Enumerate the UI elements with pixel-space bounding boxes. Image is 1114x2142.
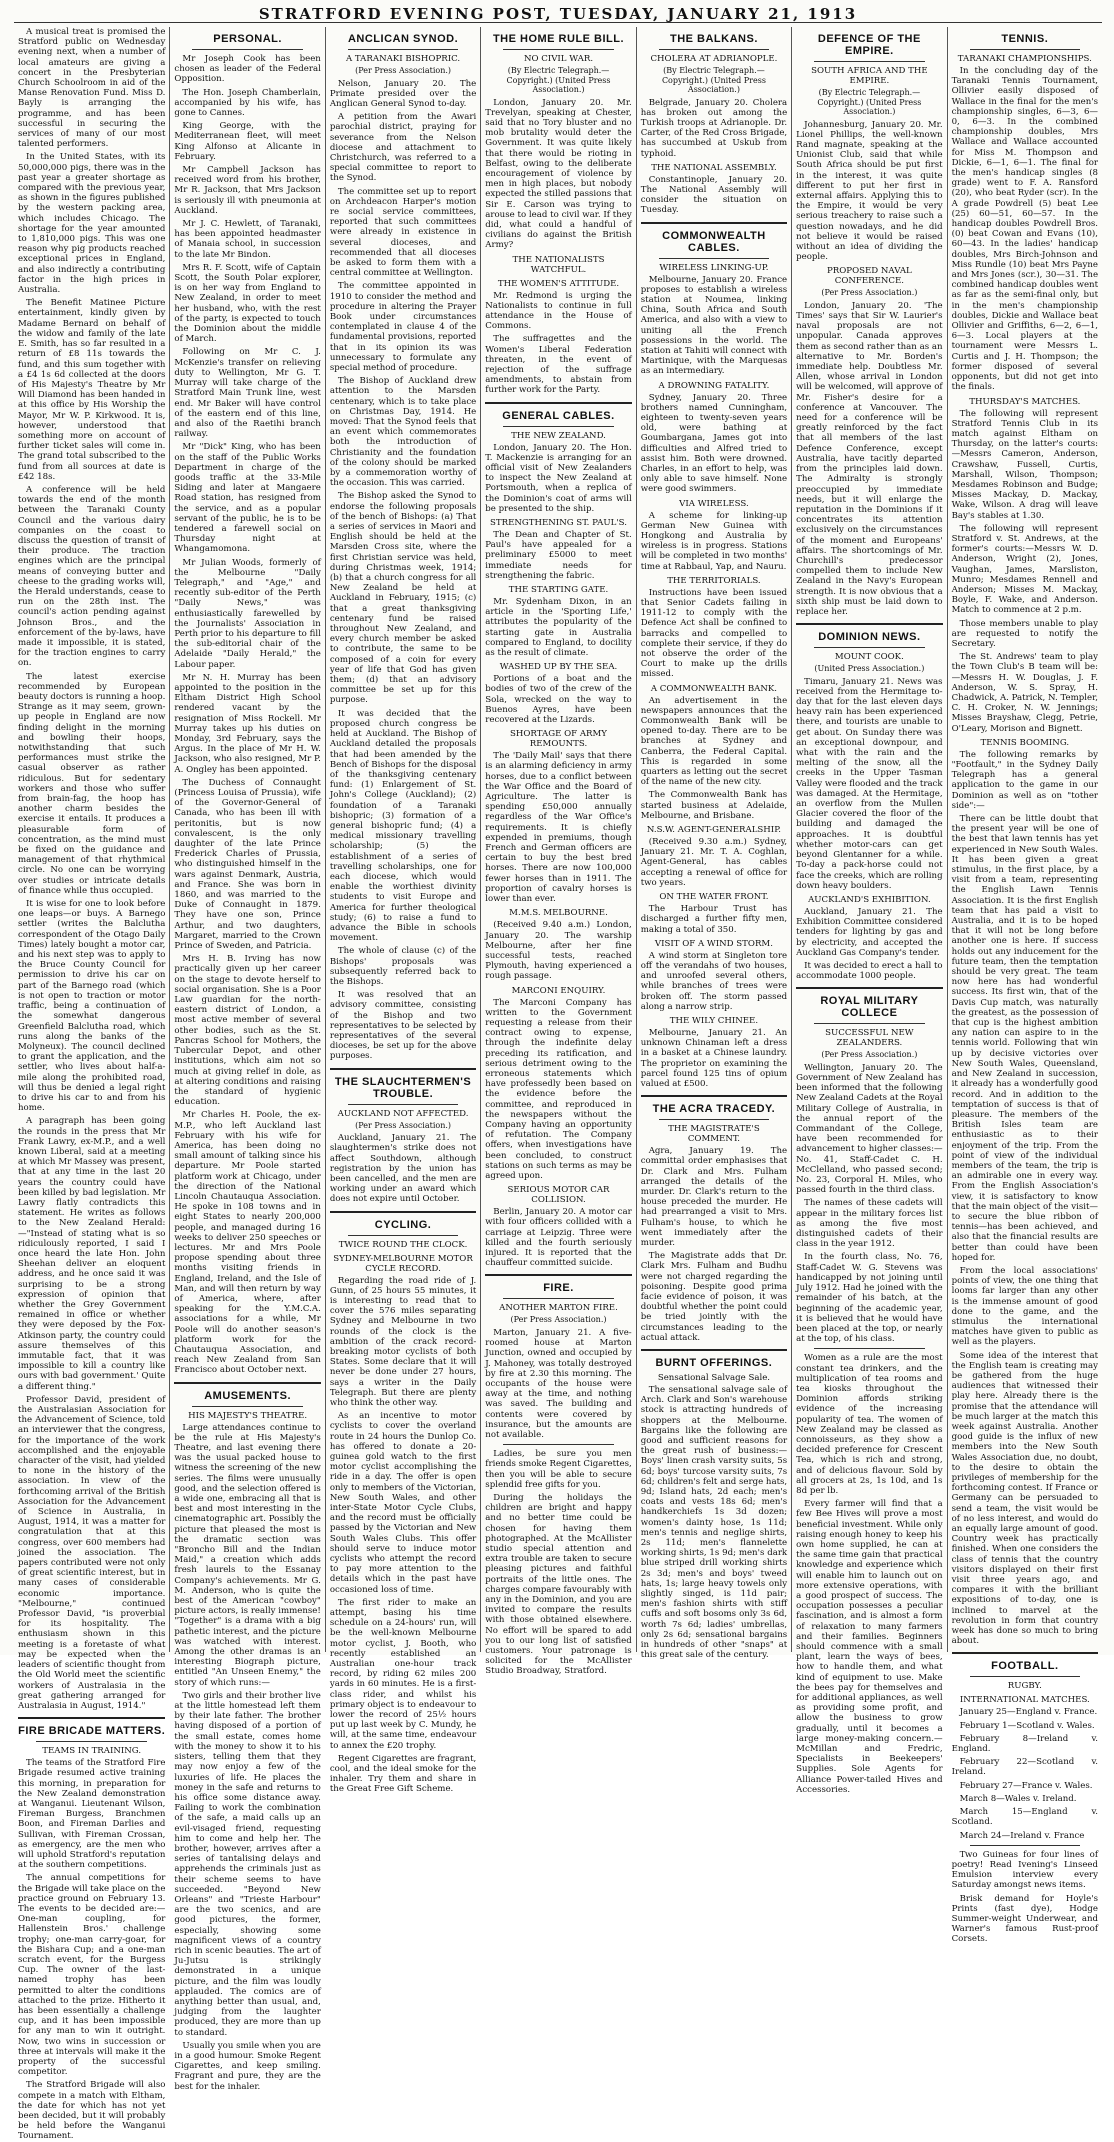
- article-paragraph: Regarding the road ride of J. Gunn, of 25 hours 55 minutes, it is interesting to read that to cover the 576 miles separating Sydney and Melbourne in two rounds of the clock is the ambition of the crack record-breaking motor cyclists of both States. Some declare that it will never be done under 27 hours, says a writer in the Daily Telegraph. But there are plenty who think the other way.: [329, 1275, 477, 1408]
- article-paragraph: London, January 20. The Hon. T. Mackenzie is arranging for an official visit of New Zealanders to inspect the New Zealand at Portsmouth, when a replica of the Dominion's coat of arms will be presented to the ship.: [485, 442, 632, 514]
- article-paragraph: Large attendances continue to be the rule at His Majesty's Theatre, and last evening there was the usual packed house to witness the screening of the new series. The films were unusually good, and the selection offered is a wide one, embracing all that is best and most interesting in the cinematographic art. Possibly the picture that pleased the most is the dramatic section was "Broncho Bill and the Indian Maid," a creation which adds fresh laurels to the Essanay Company's achievements. Mr G. M. Anderson, who is quite the best of the American "cowboy" picture actors, is really immense! "Together" is a drama with a big pathetic interest, and the picture was watched with interest. Among the other dramas is an interesting Biograph picture, entitled "An Unseen Enemy," the story of which runs:—: [174, 1422, 321, 1688]
- article-paragraph: During the holidays the children are bright and happy and no better time could be chosen for having them photographed. At the McAllister studio special attention and extra trouble are taken to secure pleasing pictures and faithful portraits of the little ones. The charges compare favourably with any in the Dominion, and you are invited to compare the results with those obtained elsewhere. No effort will be spared to add you to our long list of satisfied customers. Your patronage is solicited for the McAllister Studio Broadway, Stratford.: [485, 1492, 632, 1677]
- sub-heading: AUCKLAND'S EXHIBITION.: [808, 894, 931, 905]
- sub-heading: AUCKLAND NOT AFFECTED.: [337, 1108, 469, 1119]
- sub-heading: A DROWNING FATALITY.: [658, 380, 770, 391]
- article-paragraph: The whole of clause (c) of the Bishops' proposals was subsequently referred back to the Bishops.: [329, 946, 477, 987]
- article-paragraph: Mr "Dick" King, who has been on the staff of the Public Works Department in charge of the goods traffic at the 33-Mile Siding and later at Mangaere Road station, has resigned from the service, and as a popular servant of the public, he is to be tendered a farewell social on Thursday night at Whangamomona.: [174, 442, 321, 555]
- sub-heading: MOUNT COOK.: [834, 652, 904, 663]
- article-paragraph: It was decided that the proposed church congress be held at Auckland. The Bishop of Auckland detailed the proposals that had been amended by the Bench of Bishops for the disposal of the thanksgiving centenary fund: (1) Enlargement of St. John's College (Auckland); (2) foundation of a Taranaki bishopric; (3) formation of a general bishopric fund; (4) a medical missionary travelling scholarship; (5) the establishment of a series of travelling scholarships, one for each diocese, which would enable the worthiest divinity students to visit Europe and America for further theological study; (6) to raise a fund to advance the Bible in schools movement.: [329, 708, 477, 944]
- column-7: [947, 27, 1102, 1945]
- fixture-line: February 27—France v. Wales.: [959, 1780, 1093, 1791]
- article-paragraph: The Dean and Chapter of St. Paul's have appealed for a preliminary £5000 to meet immediate needs for strengthening the fabric.: [485, 530, 632, 581]
- sub-heading: PROPOSED NAVAL CONFERENCE.: [827, 266, 912, 287]
- fixture-line: March 15—England v. Scotland.: [951, 1807, 1099, 1828]
- article-paragraph: The latest exercise recommended by European beauty doctors is running a hoop. Strange as it may seem, grown-up people in England are now finding delight in the morning and bowling their hoops, notwithstanding that such performances must strike the casual observer as rather ridiculous. But for sedentary workers and those who suffer from brain-fag, the hoop has another charm besides the exercise it entails. It produces a pleasurable form of concentration, as the mind must be fixed on the guidance and management of that rhythmical circle. No one can be worrying over studies or intricate details of finance while thus occupied.: [18, 671, 166, 896]
- article-paragraph: The committee set up to report on Archdeacon Harper's motion re social service committees, reported that such committees were already in existence in several dioceses, and recommended that all dioceses be asked to form them with a central committee at Wellington.: [329, 186, 477, 279]
- source-line: (Per Press Association.): [821, 1050, 918, 1060]
- sub-heading: SHORTAGE OF ARMY REMOUNTS.: [510, 729, 607, 750]
- sub-heading: WIRELESS LINKING-UP.: [659, 262, 769, 273]
- sub-heading: SERIOUS MOTOR CAR COLLISION.: [507, 1185, 610, 1206]
- article-paragraph: Women as a rule are the most constant tea drinkers, and the multiplication of tea rooms and tea kiosks throughout the Dominion affords striking evidence of the increasing popularity of tea. The women of New Zealand may be classed as connoisseurs, as they show a decided preference for Crescent Tea, which is rich and strong, and of delicious flavour. Sold by all grocers at 2s, 1s 10d, and 1s 8d per lb.: [796, 1353, 943, 1496]
- columns: [14, 27, 1102, 2142]
- divider: [485, 1274, 631, 1276]
- fixture-line: February 22—Scotland v. Ireland.: [951, 1757, 1099, 1778]
- sub-heading: INTERNATIONAL MATCHES.: [959, 1695, 1090, 1706]
- sub-heading: N.S.W. AGENT-GENERALSHIP.: [646, 825, 781, 836]
- source-line: (Per Press Association.): [821, 288, 918, 298]
- divider: [174, 1382, 320, 1384]
- section-heading: FIRE.: [543, 1282, 574, 1295]
- sub-heading: TEAMS IN TRAINING.: [42, 1746, 142, 1757]
- article-paragraph: The committee appointed in 1910 to consider the method and procedure in altering the Prayer Book under circumstances contemplated in clause 4 of the fundamental provisions, reported that in its opinion its was unnecessary to formulate any special method of procedure.: [329, 281, 477, 373]
- article-paragraph: Constantinople, January 20. The National Assembly will consider the situation on Tuesday.: [640, 174, 788, 216]
- article-paragraph: Usually you smile when you are in a good humour. Smoke Regent Cigarettes, and keep smiling. Fragrant and pure, they are the best for the inhaler.: [174, 2040, 321, 2092]
- article-paragraph: The annual competitions for the Brigade will take place on the practice ground on February 13. The events to be decided are:— One-man coupling, for Hallenstein Bros.' challenge trophy; one-man carry-goar, for the Bishara Cup; and a one-man scratch event, for the Burgess Cup. The owner of the last-named trophy has been permitted to alter the conditions attached to the prize. Hitherto it has been essentially a challenge cup, and it has been impossible for any man to win it outright. Now, two wins in succession or three at intervals will make it the property of the successful competitor.: [18, 1873, 166, 2078]
- article-paragraph: The Hon. Joseph Chamberlain, accompanied by his wife, has gone to Cannes.: [174, 87, 321, 119]
- section-heading: THE HOME RULE BILL.: [492, 33, 625, 45]
- article-paragraph: The Bishop of Auckland drew attention to the Marsden centenary, which is to take place on Christmas Day, 1914. He moved: That the Synod feels that an event which commemorates both the introduction of Christianity and the foundation of the colony should be marked by a commemoration worthy of the occasion. This was carried.: [329, 376, 477, 489]
- source-line: (By Electric Telegraph.—Copyright.) (United Press Association.): [817, 88, 922, 116]
- divider: [192, 49, 302, 50]
- article-paragraph: The following will represent Stratford v. St. Andrews, at the former's courts:—Messrs W. D. Anderson, Wright (2), Jones, Vaughan, James, Marsliston, Munro; Mesdames Rennell and Anderson; Misses M. Mackay, Boyle, F. Wake, and Anderson. Match to commence at 2 p.m.: [951, 523, 1099, 616]
- article-paragraph: Mr Campbell Jackson has received word from his brother, Mr R. Jackson, that Mrs Jackson is seriously ill with pneumonia at Auckland.: [174, 165, 321, 216]
- article-paragraph: Mr N. H. Murray has been appointed to the position in the Eltham District High School rendered vacant by the resignation of Miss Rockell. Mr Murray takes up his duties on Monday, 3rd February, says the Argus. In the place of Mr H. W. Jackson, who also resigned, Mr P. A. Ongley has been appointed.: [174, 672, 321, 775]
- article-paragraph: Mrs R. F. Scott, wife of Captain Scott, the South Polar explorer, is on her way from England to New Zealand, in order to meet her husband, who, with the rest of the party, is expected to touch the Dominion about the middle of March.: [174, 262, 321, 345]
- section-heading: TENNIS.: [1001, 33, 1049, 45]
- section-heading: THE ACRA TRACEDY.: [652, 1103, 776, 1116]
- article-paragraph: The 'Daily Mail' says that there is an alarming deficiency in army horses, due to a conflict between the War Office and the Board of Agriculture. The latter is spending £50,000 annually regardless of the War Office's requirements. It is chiefly expended in premiums, though French and German officers are certain to buy the best bred horses. There are now 100,000 fewer horses than in 1911. The proportion of cavalry horses is lower than ever.: [485, 751, 632, 905]
- sub-heading: VIA WIRELESS.: [679, 498, 749, 509]
- sub-heading: MARCONI ENQUIRY.: [511, 985, 606, 996]
- article-paragraph: Agra, January 19. The committal order emphasises that Dr. Clark and Mrs. Fulham arranged the details of the murder. Dr. Clark's return to the house preceded the murder. He had prearranged a visit to Mrs. Fulham's house, to which he went immediately after the murder.: [640, 1146, 788, 1248]
- divider: [503, 426, 613, 427]
- article-paragraph: Wellington, January 20. The Government of New Zealand has been informed that the following New Zealand Cadets at the Royal Military College of Australia, in the annual report of the Commandant of the College, have been recommended for advancement to higher classes:—No. 41, Staff-Cadet C. H. McClelland, who passed second; No. 23, Corporal H. Miles, who passed fourth in the third class.: [796, 1062, 943, 1196]
- sub-heading: SUCCESSFUL NEW ZEALANDERS.: [825, 1028, 914, 1049]
- divider: [970, 1845, 1080, 1846]
- article-paragraph: Mr. Redmond is urging the Nationalists to continue in full attendance in the House of Commons.: [485, 290, 632, 332]
- article-paragraph: It is wise for one to look before one leaps—or buys. A Barnego settler (writes the Balclutha correspondent of the Otago Daily Times) lately bought a motor car, and his next step was to apply to the Bruce County Council for permission to drive his car on part of the Barnego road (which is not open to traction or motor traffic, being a continuation of the somewhat dangerous Greenfield Balclutha road, which runs along the banks of the Molyneux). The council declined to grant the application, and the settler, who lives about half-a-mile along the prohibited road, will thus be denied a legal right to drive his car to and from his home.: [18, 899, 166, 1114]
- sub-heading: WASHED UP BY THE SEA.: [499, 662, 618, 673]
- section-heading: BURNT OFFERINGS.: [655, 1357, 773, 1369]
- article-paragraph: Berlin, January 20. A motor car with four officers collided with a carriage at Leipzig. Three were killed and the fourth seriously injured. It is reported that the chauffeur committed suicide.: [485, 1207, 632, 1269]
- section-heading: AMUSEMENTS.: [204, 1389, 292, 1402]
- article-paragraph: The Stratford Brigade will also compete in a match with Eltham, the date for which has not yet been decided, but it will probably be held before the Wanganui Tournament.: [18, 2080, 166, 2142]
- article-paragraph: Timaru, January 21. News was received from the Hermitage to-day that for the last eleven days heavy rain has been experienced there, and tourists are unable to get about. On Sunday there was an exceptional downpour, and what with the rain and the melting of the snow, all the creeks in the Upper Tasman Valley were flooded and the track was damaged. At the Hermitage, an overflow from the Mullen Glacier covered the floor of the building and damaged the approaches. It is doubtful whether motor-cars can get beyond Glentanner for a while. To-day a pack-horse could not face the creeks, which are rolling down heavy boulders.: [796, 676, 943, 891]
- divider: [330, 1068, 476, 1070]
- section-heading: COMMONWEALTH CABLES.: [662, 229, 766, 254]
- divider: [36, 1741, 147, 1742]
- divider: [348, 49, 458, 50]
- article-paragraph: London, January 20. Mr. Trevelyan, speaking at Chester, said that no Tory bluster and no mob brutality would deter the Government. It was quite likely that there would be rioting in Belfast, owing to the deliberate encouragement of violence by men in high places, but nobody expected the stilled passions that Sir E. Carson was trying to arouse to lead to civil war. If they did, what could a handful of civilians do against the British Army?: [485, 97, 632, 251]
- column-1: [14, 27, 169, 2142]
- article-paragraph: King George, with the Mediterranean fleet, will meet King Alfonso at Alicante in February.: [174, 121, 321, 162]
- article-paragraph: The Marconi Company has written to the Government requesting a release from their contract owing to expense, through the indefinite delay preceding its ratification, and serious detriment owing to the erroneous statements which have professedly been based on the evidence before the committee, and reproduced in the newspapers without the Company having an opportunity of refutation. The Company offers, when investigations have been concluded, to construct stations on such terms as may be agreed upon.: [485, 997, 632, 1181]
- article-paragraph: Portions of a boat and the bodies of two of the crew of the Sola, wrecked on the way to Buenos Ayres, have been recovered at the Lizards.: [485, 674, 632, 726]
- divider: [503, 1444, 613, 1445]
- divider: [796, 987, 942, 989]
- column-2: [169, 27, 324, 2092]
- article-paragraph: Some idea of the interest that the English team is creating may be gathered from the huge audiences that witnessed their play here. Already there is the promise that the attendance will be much larger at the match this week against Australia. Another good guide is the influx of new members into the New South Wales Association due, no doubt, to the desire to obtain the privileges of membership for the forthcoming contest. If France or Germany can be persuaded to send a team, the visit would be of no less interest, and would do an equally large amount of good. Country week has practically finished. When one considers the class of tennis that the country visitors displayed on their first visit three years ago, and compares it with the brilliant expositions of to-day, one is inclined to marvel at the revolution in form that country week has done so much to bring about.: [951, 1350, 1099, 1647]
- article-paragraph: The Commonwealth Bank has started business at Adelaide, Melbourne, and Brisbane.: [640, 790, 788, 821]
- divider: [970, 49, 1080, 50]
- sub-heading: THE NATIONALISTS WATCHFUL.: [512, 254, 605, 275]
- sub-heading: THE MAGISTRATE'S COMMENT.: [668, 1124, 760, 1145]
- column-5: [636, 27, 791, 1661]
- article-paragraph: From the local associations' points of view, the one thing that looms far larger than any other is the immense amount of good done to the game, and the stimulus the international matches have given to public as well as the players.: [951, 1265, 1099, 1348]
- article-paragraph: Auckland, January 21. The slaughtermen's strike does not affect Southdown, although registration by the union has been cancelled, and the men are working under an award which does not expire until October.: [329, 1133, 477, 1205]
- article-paragraph: Every farmer will find that a few Bee Hives will prove a most beneficial investment. While only raising enough honey to keep his own home supplied, he can at the same time gain that practical knowledge and experience which will enable him to launch out on more extensive operations, with a good prospect of success. The occupation possesses a peculiar fascination, and is almost a form of relaxation to many farmers and their families. Beginners should commence with a small plant, learn the ways of bees, how to handle them, and what kind of equipment to use. Make the bees pay for themselves and for additional appliances, as well as providing some profit, and allow the business to grow gradually, until it becomes a large money-making concern.—McMillan and Fredric, Specialists in Beekeepers' Supplies. Sole Agents for Alliance Power-tailed Hives and Accessories.: [796, 1499, 943, 1795]
- article-paragraph: Instructions have been issued that Senior Cadets failing in 1911-12 to comply with the Defence Act shall be confined to barracks and compelled to complete their service, if they do not observe the order of the Court to make up the drills missed.: [640, 587, 788, 680]
- article-paragraph: Marton, January 21. A five-roomed house at Marton Junction, owned and occupied by J. Mahoney, was totally destroyed by fire at 2.30 this morning. The occupants of the house were away at the time, and nothing was saved. The building and contents were covered by insurance, but the amounts are not available.: [485, 1327, 632, 1440]
- article-paragraph: Two Guineas for four lines of poetry! Read Ivening's Linseed Emulsion interview every Saturday amongst news items.: [951, 1849, 1099, 1891]
- section-heading: THE SLAUCHTERMEN'S TROUBLE.: [334, 1075, 472, 1100]
- divider: [348, 1235, 458, 1236]
- section-heading: CYCLING.: [374, 1218, 432, 1231]
- source-line: (Per Press Association.): [510, 1315, 607, 1325]
- article-paragraph: The first rider to make an attempt, basing his time schedule on a 24-hours' run, will be the well-known Melbourne motor cyclist, J. Booth, who recently established an Australian one-hour track record, by riding 62 miles 200 yards in 60 minutes. He is a first-class rider, and whilst his primary object is to endeavour to lower the record of 25½ hours put up last week by C. Mundy, he will, at the same time, endeavour to annex the £20 trophy.: [329, 1597, 477, 1751]
- article-paragraph: In the fourth class, No. 76, Staff-Cadet W. G. Stevens was handicapped by not joining until July 1912. Had he joined with the remainder of his batch, at the beginning of the academic year, it is believed that he would have been placed at the top, or nearly at the top, of his class.: [796, 1252, 943, 1345]
- fixture-line: February 1—Scotland v. Wales.: [959, 1720, 1095, 1731]
- article-paragraph: In the United States, with its 50,000,000 pigs, there was in the past year a greater shortage as compared with the previous year, as shown in the figures published by the western packing area, which includes Chicago. The shortage for the year amounted to 1,810,000 pigs. This was one reason why pig products reached exceptional prices in England, and also indirectly a contributing factor in the high prices in Australia.: [18, 152, 166, 296]
- article-paragraph: Two girls and their brother live at the little homestead left them by their late father. The brother having disposed of a portion of the small estate, comes home with the money to show it to his sisters, telling them that they may now enjoy a few of the luxuries of life. He places the money in the safe and returns to his office some distance away. Failing to work the combination of the safe, a maid calls up an evil-visaged friend, requesting him to come and help her. The brother, however, arrives after a series of tantalising delays and apprehends the criminals just as their scheme seems to have succeeded. "Beyond New Orleans" and "Trieste Harbour" are the two scenics, and are good pictures, the former, especially, showing some magnificent views of a country rich in scenic beauties. The art of Ju-Jutsu is strikingly demonstrated in a unique picture, and the film was loudly applauded. The comics are of anything better than usual, and, judging from the laughter produced, they are more than up to standard.: [174, 1690, 321, 2038]
- fixture-line: January 25—England v. France.: [959, 1707, 1098, 1718]
- divider: [659, 1119, 769, 1120]
- sub-heading: Sensational Salvage Sale.: [657, 1373, 771, 1383]
- sub-heading: NO CIVIL WAR.: [523, 54, 594, 64]
- article-paragraph: Mr. Sydenham Dixon, in an article in the 'Sporting Life,' attributes the popularity of the starting gate in Australia compared to England, to docility as the result of climate.: [485, 597, 632, 659]
- divider: [796, 623, 942, 625]
- article-paragraph: Sydney, January 20. Three brothers named Cunningham, eighteen to twenty-seven years old, were bathing at Goumbargana, James got into difficulties and Alfred tried to assist him. Both were drowned. Charles, in an effort to help, was only able to save himself. None were good swimmers.: [640, 392, 788, 495]
- article-paragraph: Brisk demand for Hoyle's Prints (fast dye), Hodge Summer-weight Underwear, and Warner's famous Rust-proof Corsets.: [951, 1893, 1099, 1945]
- sub-heading: THURSDAY'S MATCHES.: [969, 396, 1081, 407]
- article-paragraph: The names of these cadets will appear in the military forces list as among the five most distinguished cadets of their class in the year 1912.: [796, 1198, 943, 1250]
- sub-heading: SYDNEY-MELBOURNE MOTOR CYCLE RECORD.: [333, 1253, 473, 1274]
- article-paragraph: A wind storm at Singleton tore off the verandahs of two houses, and unroofed several others, while branches of trees were broken off. The storm passed along a narrow strip.: [640, 950, 788, 1012]
- divider: [503, 49, 613, 50]
- article-paragraph: The following remarks by "Footfault," in the Sydney Daily Telegraph has a general application to the game in our Dominion as well as on "tother side":—: [951, 749, 1099, 811]
- sub-heading: M.M.S. MELBOURNE.: [509, 908, 608, 919]
- column-6: [791, 27, 946, 1795]
- article-paragraph: Mr Julian Woods, formerly of the Melbourne "Daily Telegraph," and "Age," and recently sub-editor of the Perth "Daily News," was enthusiastically farewelled by the Journalists' Association in Perth prior to his departure to fill the sub-editorial chair of the Adelaide "Daily Herald," the Labour paper.: [174, 557, 321, 670]
- sub-heading: CHOLERA AT ADRIANOPLE.: [650, 54, 778, 64]
- article-paragraph: Mr J. C. Hewlett, of Taranaki, has been appointed headmaster of Manaia school, in succession to the late Mr Bindon.: [174, 219, 321, 260]
- section-heading: DEFENCE OF THE EMPIRE.: [817, 33, 921, 57]
- divider: [659, 49, 769, 50]
- article-paragraph: A conference will be held towards the end of the month between the Taranaki County Council and the various dairy companies on the coast to discuss the question of transit of their produce. The traction engines which are the principal means of conveying butter and cheese to the grading works will, the Herald understands, cease to run on the 28th inst. The council's action pending against Johnson Bros., and the enforcement of the by-laws, have made it impossible, it is stated, for the traction engines to carry on.: [18, 484, 166, 669]
- sub-heading: A TARANAKI BISHOPRIC.: [345, 54, 461, 64]
- section-heading: PERSONAL.: [213, 33, 282, 45]
- divider: [659, 258, 769, 259]
- divider: [814, 647, 924, 648]
- article-paragraph: The suffragettes and the Women's Liberal Federation threaten, in the event of rejection of the suffrage amendments, to abstain from further work for the Party.: [485, 334, 632, 396]
- section-heading: DOMINION NEWS.: [818, 631, 921, 644]
- source-line: (United Press Association.): [814, 664, 925, 674]
- article-paragraph: The Harbour Trust has discharged a further fifty men, making a total of 350.: [640, 904, 788, 935]
- divider: [503, 1298, 613, 1299]
- article-paragraph: The Bishop asked the Synod to endorse the following proposals of the bench of Bishops: (a) That a series of services in Maori and English should be held at the Marsden Cross site, where the first Christian service was held, during Christmas week, 1914; (b) that a church congress for all New Zealand be held at Auckland in February, 1915; (c) that a great thanksgiving centenary fund be raised throughout New Zealand, and every church member be asked to contribute, the same to be composed of a coin for every year of life that God has given them; (d) that an advisory committee be set up for this purpose.: [329, 491, 477, 706]
- divider: [18, 1717, 165, 1719]
- sub-heading: THE NEW ZEALAND.: [511, 430, 606, 441]
- sub-heading: A COMMONWEALTH BANK.: [650, 683, 778, 694]
- article-paragraph: Ladies, be sure you men friends smoke Regent Cigarettes, then you will be able to secure splendid free gifts for you.: [485, 1449, 632, 1490]
- sub-heading: TENNIS BOOMING.: [980, 737, 1070, 748]
- sub-heading: HIS MAJESTY'S THEATRE.: [188, 1410, 308, 1421]
- article-paragraph: The Duchess of Connaught (Princess Louisa of Prussia), wife of the Governor-General of Canada, who has been ill with peritonitis, but is now convalescent, is the only daughter of the late Prince Frederick Charles of Prussia, who distinguished himself in the wars against Denmark, Austria, and France. She was born in 1860, and was married to the Duke of Connaught in 1879. They have one son, Prince Arthur, and two daughters, Margaret, married to the Crown Prince of Sweden, and Patricia.: [174, 777, 321, 952]
- column-3: [325, 27, 480, 1795]
- article-paragraph: Johannesburg, January 20. Mr. Lionel Phillips, the well-known Rand magnate, speaking at the Unionist Club, said that while South Africa should be put first in the interest, it was quite different to put her first in external affairs. Applying this to the Empire, it would be very serious treachery to raise such a question nowadays, and he did not believe it would be raised without an idea of dividing the people.: [796, 119, 943, 263]
- sub-heading: TARANAKI CHAMPIONSHIPS.: [957, 54, 1092, 64]
- source-line: (By Electric Telegraph.—Copyright.) (United Press Association.): [661, 66, 766, 94]
- article-paragraph: The St. Andrews' team to play the Town Club's B team will be:—Messrs H. W. Douglas, J. F. Anderson, W. S. Spray, H. Chadwick, A. Patrick, N. Templer, C. H. Croker, N. W. Jennings; Misses Brayshaw, Clegg, Petrie, O'Leary, Morison and Bignett.: [951, 652, 1099, 734]
- article-paragraph: The Benefit Matinee Picture entertainment, kindly given by Madame Bernard on behalf of the widow and family of the late E. Smith, has so far resulted in a return of £8 11s towards the fund, and this sum together with a £4 1s 6d collected at the doors of His Majesty's Theatre by Mr Will Diamond has been handed in at this office by His Worship the Mayor, Mr W. P. Kirkwood. It is, however, understood that something more on account of further ticket sales will come in. The grand total subscribed to the fund from all sources at date is £42 18s.: [18, 298, 166, 482]
- divider: [348, 1104, 458, 1105]
- source-line: (Per Press Association.): [355, 1120, 452, 1130]
- article-paragraph: Professor David, president of the Australasian Association for the Advancement of Science, told an interviewer that the congress, for the importance of the work accomplished and the enjoyable character of the visit, had yielded to none in the history of the association. In view of the forthcoming arrival of the British Association for the Advancement of Science in Australia, in August, 1914, it was a matter for congratulation that at this congress, over 600 members had joined the association. The papers contributed were not only of great scientific interest, but in many cases of considerable economic importance. "Melbourne," continued Professor David, "is proverbial for its hospitality. The enthusiasm shown in this meeting is a foretaste of what may be expected when the leaders of scientific thought from the Old World meet the scientific workers of Australasia in the great gathering arranged for Australasia in August, 1914.": [18, 1394, 166, 1711]
- sub-heading: TWICE ROUND THE CLOCK.: [338, 1239, 468, 1250]
- article-paragraph: The following will represent Stratford Tennis Club in its match against Eltham on Thursday, on the latter's courts:—Messrs Cameron, Anderson, Crawshaw, Fussell, Curtis, Marshall, Wilson, Thompson; Mesdames Robinson and Budge; Misses Mackay, D. Mackay, Wake, Wilson. A drag will leave Bay's stables at 1.30.: [951, 408, 1099, 521]
- article-paragraph: Nelson, January 20. The Primate presided over the Anglican General Synod to-day.: [329, 78, 477, 109]
- article-paragraph: A musical treat is promised the Stratford public on Wednesday evening next, when a number of local amateurs are giving a concert in the Presbyterian Church Schoolroom in aid of the Manse Renovation Fund. Miss D. Bayly is arranging the programme, and has been successful in securing the services of many of our most talented performers.: [18, 27, 166, 150]
- article-paragraph: (Received 9.40 a.m.) London, January 20. The warship Melbourne, after her fine successful tests, reached Plymouth, having experienced a rough passage.: [485, 920, 632, 982]
- sub-heading: THE WILY CHINEE.: [669, 1015, 759, 1026]
- section-heading: GENERAL CABLES.: [502, 409, 615, 422]
- sub-heading: SOUTH AFRICA AND THE EMPIRE.: [811, 66, 928, 86]
- article-paragraph: Mrs H. B. Irving has now practically given up her career on the stage to devote herself to social organisation. She is a Poor Law guardian for the north-eastern district of London, a most active member of several other bodies, such as the St. Pancras School for Mothers, the Tubercular Depot, and other institutions, which aim not so much at giving relief in dole, as at altering conditions and raising the standard of hygienic education.: [174, 954, 321, 1108]
- divider: [641, 1349, 787, 1351]
- article-paragraph: The teams of the Stratford Fire Brigade resumed active training this morning, in preparation for the New Zealand demonstration at Wanganui. Lieutenant Wilson, Fireman Burgess, Branchmen Boon, and Fireman Darlies and Sullivan, with Fireman Crossan, as emergency, are the men who will uphold Stratford's reputation at the southern competitions.: [18, 1758, 166, 1871]
- fixture-line: March 24—Ireland v. France: [959, 1830, 1085, 1841]
- source-line: (Per Press Association.): [355, 66, 452, 75]
- fixture-line: March 8—Wales v. Ireland.: [959, 1793, 1077, 1804]
- section-heading: THE BALKANS.: [669, 33, 758, 45]
- article-paragraph: Melbourne, January 21. An unknown Chinaman left a dress in a basket at a Chinese laundry. The proprietor on examining the parcel found 125 tins of opium valued at £500.: [640, 1027, 788, 1089]
- article-paragraph: In the concluding day of the Taranaki Tennis Tournament, Ollivier easily disposed of Wallace in the final for the men's championship singles, 6—3, 6—0, 6—3. In the combined championship doubles, Mrs Wallace and Wallace accounted for Miss M. Thompson and Dickie, 6—1, 6—1. The final for the men's handicap singles (8 grade) went to F. A. Ransford (20), who beat Ryder (scr). In the A grade Powdrell (5) beat Lee (25) 60—51, 60—57. In the handicap doubles Powdrell Bros. (0) beat Cowan and Evans (10), 60—43. In the ladies' handicap doubles, Mrs Birch-Johnson and Miss Rundle (10) beat Mrs Payne and Mrs Jones (scr.), 30—31. The combined handicap doubles went as far as the semi-final only, but in the men's championship doubles, Dickie and Wallace beat Ollivier and Griffiths, 6—2, 6—1, 6—3. Local players at the tournament were Messrs L. Curtis and J. H. Thompson; the former disposed of several opponents, but did not get into the finals.: [951, 66, 1099, 393]
- sub-heading: STRENGTHENING ST. PAUL'S.: [490, 518, 627, 528]
- article-paragraph: As an incentive to motor cyclists to cover the overland route in 24 hours the Dunlop Co. has offered to donate a 20-guinea gold watch to the first motor cyclist accomplishing the ride in a day. The offer is open only to members of the Victorian, New South Wales, and other inter-State Motor Cycle Clubs, and the record must be officially passed by the Victorian and New South Wales Clubs. This offer should serve to induce motor cyclists who attempt the record to pay more attention to the details which in the past have occasioned loss of time.: [329, 1411, 477, 1595]
- article-paragraph: The Magistrate adds that Dr. Clark Mrs. Fulham and Budhu were not charged regarding the poisoning. Despite good prima facie evidence of poison, it was doubtful whether the point could be tried jointly with the circumstances leading to the actual attack.: [640, 1251, 788, 1343]
- divider: [641, 222, 787, 224]
- masthead: STRATFORD EVENING POST, TUESDAY, JANUARY 21, 1913: [14, 6, 1102, 23]
- divider: [192, 1406, 302, 1407]
- sub-heading: ANOTHER MARTON FIRE.: [499, 1303, 618, 1314]
- source-line: (By Electric Telegraph.—Copyright.) (United Press Association.): [506, 66, 611, 94]
- article-paragraph: (Received 9.30 a.m.) Sydney, January 21. Mr. T. A. Coghlan, Agent-General, has cables accepting a renewal of office for two years.: [640, 837, 788, 888]
- divider: [485, 402, 631, 404]
- article-paragraph: Regent Cigarettes are fragrant, cool, and the ideal smoke for the inhaler. Try them and share in the Great Free Gift Scheme.: [329, 1753, 477, 1795]
- article-paragraph: A scheme for linking-up German New Guinea with Hongkong and Australia by wireless is in progress. Stations will be completed in two months' time at Rabbaul, Yap, and Nauru.: [640, 510, 788, 572]
- article-paragraph: A petition from the Awari parochial district, praying for severance from the Nelson diocese and attachment to Christchurch, was referred to a special committee to report to the Synod.: [329, 112, 477, 184]
- article-paragraph: Auckland, January 21. The Exhibition Committee considered tenders for lighting by gas and by electricity, and accepted the Auckland Gas Company's tender.: [796, 906, 943, 958]
- divider: [814, 1023, 924, 1024]
- sub-heading: THE TERRITORIALS.: [667, 575, 761, 586]
- divider: [952, 1652, 1098, 1654]
- article-paragraph: Mr Joseph Cook has been chosen as leader of the Federal Opposition.: [174, 54, 321, 85]
- divider: [330, 1211, 476, 1213]
- article-paragraph: London, January 20. 'The Times' says that Sir W. Laurier's naval proposals are not unpopular. Canada approves them as second rather than as an alternative to Mr. Borden's immediate help. Doubtless Mr. Allen, whose arrival in London will be welcomed, will approve of Mr. Fisher's desire for a conference at Vancouver. The need for a conference will be greatly reinforced by the fact that all members of the last Defence Conference, except Australia, have tacitly departed from the principles laid down. The Admiralty is strongly preoccupied by immediate needs, but it will enlarge the reputation in the Dominions if it concentrates its attention exclusively on the circumstances of the moment and Europeans' affairs. The shortcomings of Mr. Churchill's predecessor compelled them to include New Zealand in the Navy's European strength. It is now obvious that a sixth ship must be laid down to replace her.: [796, 300, 943, 617]
- divider: [970, 1676, 1080, 1677]
- divider: [814, 61, 924, 62]
- article-paragraph: It was resolved that an advisory committee, consisting of the Bishop and two representatives to be selected by representatives of the several dioceses, be set up for the above purposes.: [329, 990, 477, 1062]
- sub-heading: THE WOMEN'S ATTITUDE.: [497, 278, 620, 289]
- article-paragraph: Melbourne, January 20. France proposes to establish a wireless station at Noumea, linking China, South Africa and South America, and also with a view to uniting all the French possessions in the world. The station at Tahiti will connect with Martinique, with the Marquesas as an intermediary.: [640, 274, 788, 377]
- fixture-line: February 8—Ireland v. England.: [951, 1733, 1099, 1755]
- article-paragraph: Mr Charles H. Poole, the ex-M.P., who left Auckland last February with his wife for America, has been doing no small amount of talking since his departure. Mr Poole started platform work at Chicago, under the direction of the National Lincoln Chautauqua Association. He spoke in 108 towns and in eight States to nearly 200,000 people, and managed during 16 weeks to deliver 250 speeches or lectures. Mr and Mrs Poole propose spending about three months visiting friends in England, Ireland, and the Isle of Man, and will then return by way of America, where, after speaking for the Y.M.C.A. associations for a while, Mr Poole will do another season's platform work for the Chautauqua Association, and reach New Zealand from San Francisco about October next.: [174, 1110, 321, 1376]
- sub-heading: THE NATIONAL ASSEMBLY.: [651, 162, 777, 173]
- section-heading: ROYAL MILITARY COLLECE: [820, 995, 919, 1020]
- article-paragraph: An advertisement in the newspapers announces that the Commonwealth Bank will be opened to-day. There are to be branches at Sydney and Canberra, the Federal Capital. This is regarded in some quarters as letting out the secret of the name of the new city.: [640, 695, 788, 788]
- column-4: [480, 27, 635, 1677]
- section-heading: FIRE BRICADE MATTERS.: [18, 1725, 166, 1738]
- article-paragraph: Belgrade, January 20. Cholera has broken out among the Turkish troops at Adrianople. Dr. Carter, of the Red Cross Brigade, has succumbed at Uskub from typhoid.: [640, 97, 788, 159]
- article-paragraph: There can be little doubt that the present year will be one of the best that lawn tennis has yet experienced in New South Wales. It has been given a great stimulus, in the first place, by a visit from a team, representing the English Lawn Tennis Association. It is the first English team that has paid a visit to Australia, and it is to be hoped that it will not be long before another one is here. If success holds out any inducement for the future team, then the temptation should be very great. The team now here has had wonderful success. Its first win, that of the Davis Cup match, was naturally the greatest, as the possession of that cup is the highest ambition any nation can aspire to in the tennis world. Following that win up by decisive victories over New South Wales, Queensland, and New Zealand in succession, it already has a wonderfully good record. And in addition to the temptation of success is that of pleasure. The members of the British Isles team are enthusiastic as to their enjoyment of the trip. From the point of view of the individual members of the team, the trip is an admirable one in every way. From the English Association's view, it is satisfactory to know that the main object of the visit—to secure the blue ribbon of tennis—has been achieved, and also that the financial results are better than could have been hoped for.: [951, 814, 1099, 1263]
- sub-heading: RUGBY.: [1007, 1681, 1042, 1692]
- divider: [814, 1348, 924, 1349]
- section-heading: ANCLICAN SYNOD.: [347, 33, 459, 45]
- section-heading: FOOTBALL.: [991, 1660, 1059, 1673]
- sub-heading: ON THE WATER FRONT.: [659, 892, 769, 903]
- sub-heading: THE STARTING GATE.: [508, 585, 609, 596]
- divider: [641, 1095, 787, 1097]
- sub-heading: VISIT OF A WIND STORM.: [654, 938, 773, 949]
- article-paragraph: The sensational salvage sale of Arch. Clark and Son's warehouse stock is attracting hundreds of shoppers at the Melbourne. Bargains like the following are good and sufficient reasons for the great rush of business:—Boys' linen crash varsity suits, 5s 6d; boys' turcose varsity suits, 7s 6d; children's felt and serge hats, 9d; Island hats, 2d each; men's coats and vests 18s 6d; men's handkerchiefs 1s 3d dozen; women's dainty hose, 1s 11d; men's tennis and neglige shirts, 2s 11d; men's flannelette working shirts, 1s 9d; men's dark blue striped drill working shirts 2s 3d; men's and boys' tweed hats, 1s; large heavy towels only slightly singed, is 11d pair; men's fashion shirts with stiff cuffs and soft bosoms only 3s 6d, worth 7s 6d; ladies' umbrellas, only 2s 6d; sensational bargains in hundreds of other "snaps" at this great sale of the century.: [640, 1385, 788, 1661]
- article-paragraph: A paragraph has been going the rounds in the press that Mr Frank Lawry, ex-M.P., and a well known Liberal, said at a meeting at which Mr Massey was present, that at any time in the last 20 years the country could have been killed by bad legislation. Mr Lawry flatly contradicts this statement. He writes as follows to the New Zealand Herald:—"Instead of stating what is so ridiculously reported, I said I once heard the late Hon. John Sheehan deliver an eloquent address, and he once said it was surprising to be a strong expression of opinion that whether the Grey Government remained in office or whether they were deposed by the Fox-Atkinson party, the country could assure themselves of this immutable fact, that it was impossible to kill a country like ours with bad government.' Quite a different thing.": [18, 1116, 166, 1392]
- article-paragraph: It was decided to erect a hall to accommodate 1000 people.: [796, 960, 943, 982]
- article-paragraph: Following on Mr C. J. McKenzie's transfer on relieving duty to Wellington, Mr G. T. Murray will take charge of the Stratford Main Trunk line, west end. Mr Baker will have control of the eastern end of this line, and also of the Raetihi branch railway.: [174, 347, 321, 440]
- article-paragraph: Those members unable to play are requested to notify the Secretary.: [951, 618, 1099, 649]
